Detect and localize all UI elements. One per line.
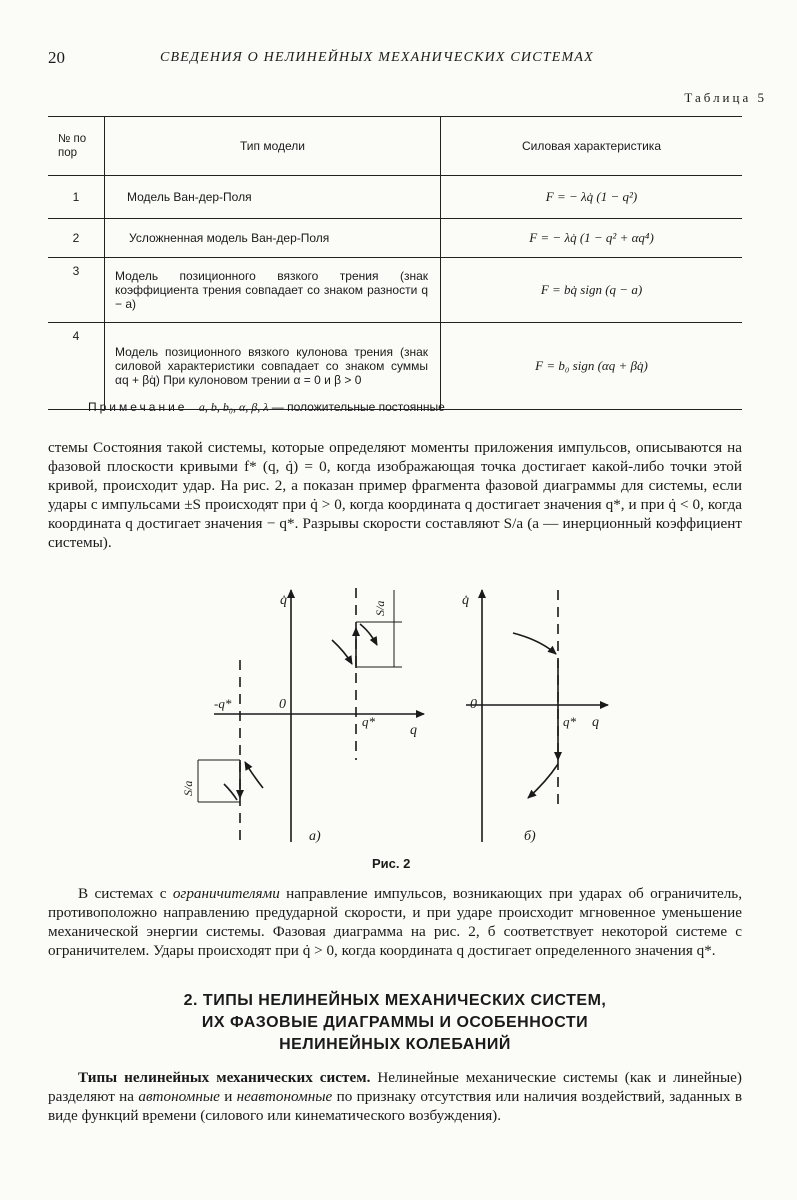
text-part: В системах с — [78, 885, 173, 902]
label-jump-upper: S/a — [373, 600, 387, 616]
emphasis-limiters: ограничителями — [172, 885, 280, 902]
label-q-star-b: q* — [563, 714, 576, 729]
label-qdot-a: q̇ — [280, 593, 287, 608]
section-heading-line: 2. ТИПЫ НЕЛИНЕЙНЫХ МЕХАНИЧЕСКИХ СИСТЕМ, — [183, 992, 607, 1009]
running-title: СВЕДЕНИЯ О НЕЛИНЕЙНЫХ МЕХАНИЧЕСКИХ СИСТЕМАХ — [160, 50, 594, 65]
column-header-model: Тип модели — [105, 117, 441, 176]
label-b: б) — [524, 829, 536, 844]
paragraph-text: стемы Состояния такой системы, которые определяют моменты приложения импульсов, описываются на фазовой плоскости кривыми f* (q, q̇) = 0, когда изображающая точка достигает какой-либо точки этой кривой, происходит удар. На рис. 2, а показан пример фрагмента фазовой диаграммы для системы, если удары с импульсами ±S происходят при q̇ > 0, когда координата q достигает значения q*, и при q̇ < 0, когда координата q достигает значения − q*. Разрывы скорости составляют S/a (a — инерционный коэффициент системы). — [48, 439, 742, 551]
label-q-b: q — [592, 715, 599, 730]
trajectory-in-lower — [245, 762, 263, 788]
label-jump-lower: S/a — [181, 780, 195, 796]
label-a: а) — [309, 829, 321, 844]
table-caption: Таблица 5 — [684, 90, 767, 105]
emphasis-autonomous: автономные — [138, 1088, 220, 1105]
paragraph-system-types — [48, 1068, 742, 1125]
force-formula: F = b₀ sign (αq + βq̇) — [441, 323, 743, 410]
text-part: Нелинейные механические системы (как и линейные) разделяют на — [48, 1069, 742, 1105]
paragraph-lead: Типы нелинейных механических систем. — [78, 1069, 371, 1086]
row-number: 1 — [48, 176, 105, 219]
force-formula: F = − λq̇ (1 − q²) — [441, 176, 743, 219]
label-minus-q-star: -q* — [214, 696, 232, 711]
section-heading-line: ИХ ФАЗОВЫЕ ДИАГРАММЫ И ОСОБЕННОСТИ — [201, 1014, 589, 1031]
label-origin-b: 0 — [470, 697, 477, 712]
force-formula: F = − λq̇ (1 − q² + αq⁴) — [441, 219, 743, 258]
trajectory-approach-b — [513, 633, 556, 654]
trajectory-in-upper — [332, 640, 352, 664]
label-q-a: q — [410, 723, 417, 738]
label-q-star-a: q* — [362, 714, 375, 729]
column-header-number: № по пор — [58, 133, 87, 159]
note-text: — положительные постоянные — [268, 400, 445, 414]
row-number: 3 — [48, 258, 105, 323]
force-formula: F = bq̇ sign (q − a) — [441, 258, 743, 323]
emphasis-nonautonomous: неавтономные — [236, 1088, 333, 1105]
paragraph-limiters — [48, 884, 742, 960]
row-number: 2 — [48, 219, 105, 258]
model-name: Модель позиционного вязкого кулонова трения (знак силовой характеристики совпадает со знаком суммы αq + βq̇) При кулоновом трении α = 0 и β > 0 — [115, 345, 428, 387]
label-origin-a: 0 — [279, 697, 286, 712]
note-label: Примечание — [88, 400, 188, 414]
row-number: 4 — [48, 323, 105, 410]
text-part: направление импульсов, возникающих при ударах об ограничитель, противоположно направлению предударной скорости, и при ударе происходит мгновенное уменьшение механической энергии системы. Фазовая диаграмма на рис. 2, б соответствует некоторой системе с ограничителем. Удары происходят при q̇ > 0, когда координата q достигает определенного значения q*. — [48, 885, 743, 959]
trajectory-out-lower — [224, 784, 237, 800]
text-part: по признаку отсутствия или наличия воздействий, заданных в виде функций времени (силового или кинематического возбуждения). — [48, 1088, 742, 1124]
section-heading — [48, 990, 742, 1056]
trajectory-depart-b — [528, 764, 558, 798]
text-part: и — [219, 1088, 237, 1105]
label-qdot-b: q̇ — [462, 593, 469, 608]
model-name: Модель Ван-дер-Поля — [127, 190, 252, 204]
page-number: 20 — [48, 48, 65, 67]
trajectory-out-upper — [360, 624, 377, 645]
model-name: Усложненная модель Ван-дер-Поля — [129, 231, 330, 245]
section-heading-line: НЕЛИНЕЙНЫХ КОЛЕБАНИЙ — [279, 1036, 511, 1053]
note-symbols: a, b, b₀, α, β, λ — [198, 400, 269, 414]
column-header-force: Силовая характеристика — [441, 117, 743, 176]
model-name: Модель позиционного вязкого трения (знак коэффициента трения совпадает со знаком разности q − a) — [115, 269, 428, 311]
figure-caption: Рис. 2 — [372, 856, 411, 871]
